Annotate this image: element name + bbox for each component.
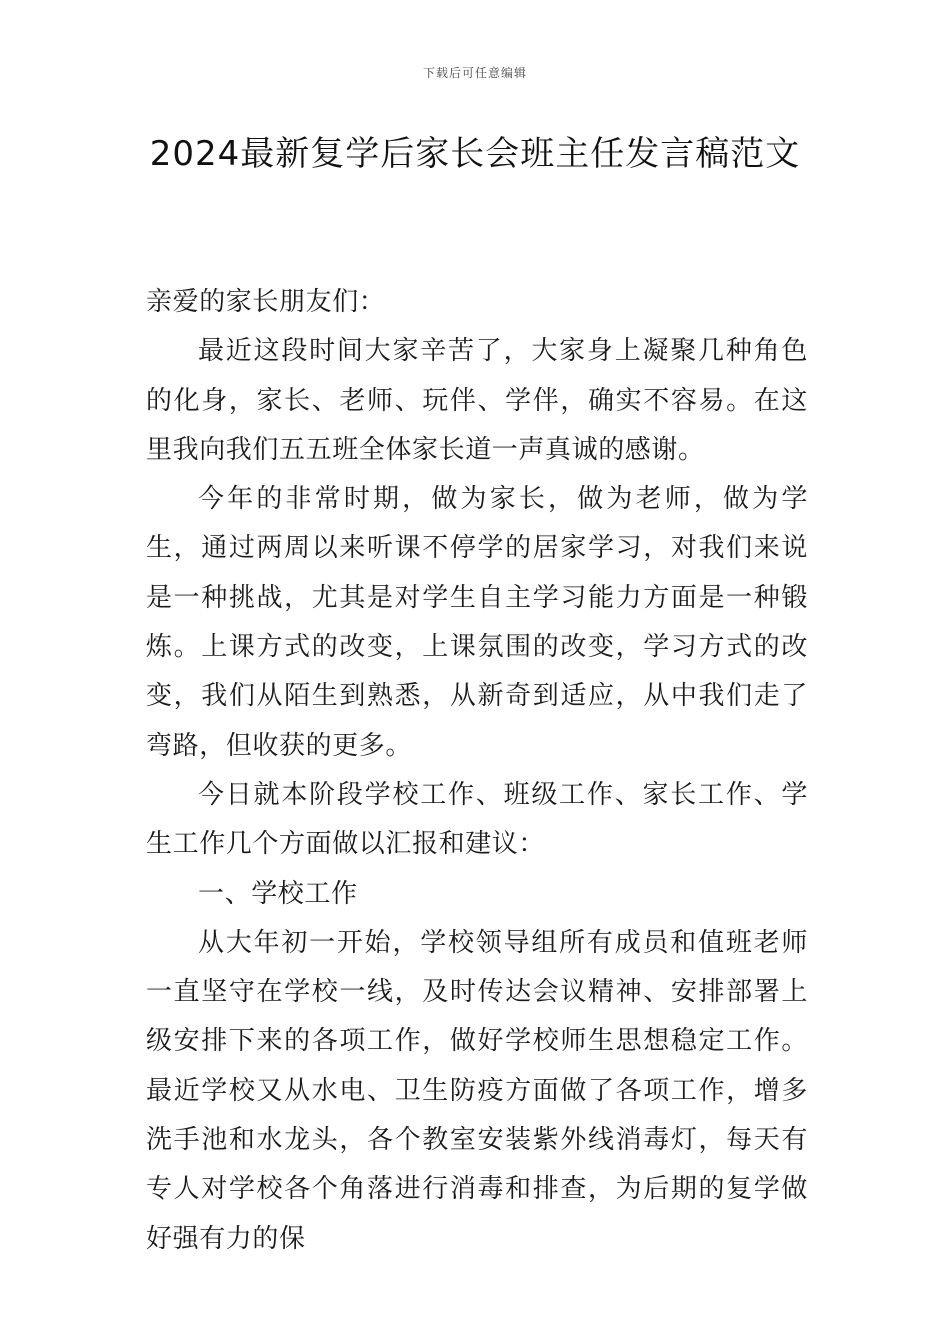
paragraph-challenge: 今年的非常时期，做为家长，做为老师，做为学生，通过两周以来听课不停学的居家学习，对我们来说是一种挑战，尤其是对学生自主学习能力方面是一种锻炼。上课方式的改变，上课氛围的改变，学习方式的改变，我们从陌生到熟悉，从新奇到适应，从中我们走了弯路，但收获的更多。	[146, 484, 808, 761]
paragraph-thanks: 最近这段时间大家辛苦了，大家身上凝聚几种角色的化身，家长、老师、玩伴、学伴，确实不容易。在这里我向我们五五班全体家长道一声真诚的感谢。	[146, 336, 808, 465]
header-note: 下载后可任意编辑	[422, 66, 527, 80]
document-title: 2024最新复学后家长会班主任发言稿范文	[149, 134, 801, 174]
paragraph-school-work: 从大年初一开始，学校领导组所有成员和值班老师一直坚守在学校一线，及时传达会议精神、安排部署上级安排下来的各项工作，做好学校师生思想稳定工作。最近学校又从水电、卫生防疫方面做了各项工作，增多洗手池和水龙头，各个教室安装紫外线消毒灯，每天有专人对学校各个角落进行消毒和排查，为后期的复学做好强有力的保	[146, 927, 808, 1254]
paragraph-report-intro: 今日就本阶段学校工作、班级工作、家长工作、学生工作几个方面做以汇报和建议：	[146, 779, 808, 860]
section-heading-school-work: 一、学校工作	[198, 878, 358, 909]
salutation: 亲爱的家长朋友们：	[146, 287, 386, 317]
document-body	[146, 278, 808, 1264]
